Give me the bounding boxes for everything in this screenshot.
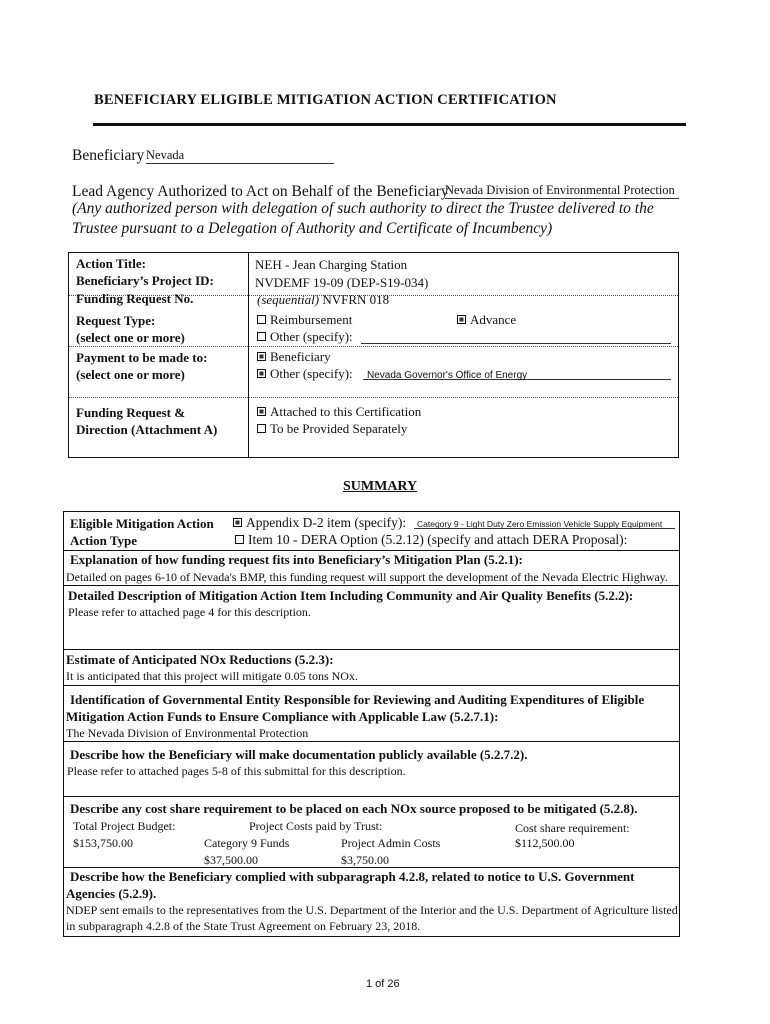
notice-text-2[interactable]: in subparagraph 4.2.8 of the State Trust Agreement on February 23, 2018. [66,919,421,933]
ema-label: Eligible Mitigation Action [70,516,214,531]
appendix-value: Category 9 - Light Duty Zero Emission Vehicle Supply Equipment [417,519,663,529]
nox-heading: Estimate of Anticipated NOx Reductions (5.2.3): [66,652,334,667]
gov-heading-2: Mitigation Action Funds to Ensure Compliance with Applicable Law (5.2.7.1): [66,709,499,724]
reimbursement-label: Reimbursement [270,312,353,327]
gov-text[interactable]: The Nevada Division of Environmental Protection [66,726,309,740]
attached-option[interactable] [257,403,421,420]
summary-heading: SUMMARY [343,479,418,494]
detailed-text[interactable]: Please refer to attached page 4 for this description. [68,605,311,619]
doc-heading: Describe how the Beneficiary will make documentation publicly available (5.2.7.2). [70,747,528,762]
beneficiary-field[interactable] [146,146,334,164]
payment-other-option[interactable] [257,365,353,382]
lead-agency-value: Nevada Division of Environmental Protection [445,183,675,197]
funding-direction-sub: Direction (Attachment A) [76,422,218,437]
funding-no-prefix: (sequential) [257,292,320,307]
doc-text[interactable]: Please refer to attached pages 5-8 of this submittal for this description. [67,764,406,778]
appendix-option[interactable] [233,514,406,531]
project-id-value[interactable]: NVDEMF 19-09 (DEP-S19-034) [255,275,429,290]
request-other-label: Other (specify): [270,329,353,344]
notice-heading-1: Describe how the Beneficiary complied with subparagraph 4.2.8, related to notice to U.S. Government [70,869,635,884]
request-type-sub: (select one or more) [76,330,185,345]
lead-agency-note-2: Trustee pursuant to a Delegation of Authority and Certificate of Incumbency) [72,220,553,237]
notice-text-1[interactable]: NDEP sent emails to the representatives from the U.S. Department of the Interior and the U.S. Department of Agriculture listed [66,903,678,917]
nox-text[interactable]: It is anticipated that this project will mitigate 0.05 tons NOx. [66,669,358,683]
document-title: BENEFICIARY ELIGIBLE MITIGATION ACTION CERTIFICATION [94,92,557,108]
separately-option[interactable] [257,420,407,437]
gov-heading-1: Identification of Governmental Entity Responsible for Reviewing and Auditing Expenditures of Eligible [70,692,645,707]
notice-heading-2: Agencies (5.2.9). [66,886,157,901]
title-rule [93,123,686,126]
payment-label: Payment to be made to: [76,350,208,365]
separately-checkbox[interactable] [257,424,266,433]
reimbursement-option[interactable] [257,311,352,328]
payment-other-value: Nevada Governor's Office of Energy [367,370,528,381]
lead-agency-label: Lead Agency Authorized to Act on Behalf of the Beneficiary [72,183,449,200]
item10-label: Item 10 - DERA Option (5.2.12) (specify and attach DERA Proposal): [248,532,628,547]
item10-option[interactable] [235,531,627,548]
total-budget-value[interactable]: $153,750.00 [73,836,133,850]
beneficiary-label: Beneficiary [72,147,145,164]
request-other-line[interactable] [361,343,671,344]
attached-checkbox[interactable] [257,407,266,416]
admin-costs-label: Project Admin Costs [341,836,441,850]
cat9-label: Category 9 Funds [204,836,290,850]
payment-beneficiary-option[interactable] [257,348,331,365]
action-title-label: Action Title: [76,256,146,271]
cost-heading: Describe any cost share requirement to be placed on each NOx source proposed to be mitigated (5.2.8). [70,801,638,816]
trust-costs-label: Project Costs paid by Trust: [249,819,383,833]
item10-checkbox[interactable] [235,535,244,544]
payment-beneficiary-label: Beneficiary [270,349,331,364]
funding-no-label: Funding Request No. [76,291,194,306]
request-other-checkbox[interactable] [257,332,266,341]
action-title-value[interactable]: NEH - Jean Charging Station [255,257,408,272]
advance-option[interactable] [457,311,516,328]
funding-no-value: NVFRN 018 [322,292,390,307]
appendix-checkbox[interactable] [233,518,242,527]
beneficiary-value: Nevada [146,148,185,162]
admin-costs-value[interactable]: $3,750.00 [341,853,389,867]
cost-share-value[interactable]: $112,500.00 [515,836,575,850]
request-type-label: Request Type: [76,313,156,328]
appendix-label: Appendix D-2 item (specify): [246,515,407,530]
cost-share-label: Cost share requirement: [515,821,630,835]
separately-label: To be Provided Separately [270,421,408,436]
total-budget-label: Total Project Budget: [73,819,176,833]
funding-direction-label: Funding Request & [76,405,186,420]
request-other-option[interactable] [257,328,353,345]
advance-checkbox[interactable] [457,315,466,324]
payment-other-label: Other (specify): [270,366,353,381]
lead-agency-field[interactable] [445,181,679,199]
payment-other-field[interactable] [363,365,671,380]
lead-agency-note-1: (Any authorized person with delegation of such authority to direct the Trustee delivered to the [72,200,654,217]
advance-label: Advance [470,312,517,327]
funding-no-field[interactable] [257,291,389,308]
page-number: 1 of 26 [366,978,400,990]
payment-sub: (select one or more) [76,367,185,382]
reimbursement-checkbox[interactable] [257,315,266,324]
cat9-value[interactable]: $37,500.00 [204,853,258,867]
project-id-label: Beneficiary’s Project ID: [76,273,214,288]
payment-beneficiary-checkbox[interactable] [257,352,266,361]
appendix-field[interactable] [414,514,675,529]
payment-other-checkbox[interactable] [257,369,266,378]
attached-label: Attached to this Certification [270,404,422,419]
explanation-heading: Explanation of how funding request fits into Beneficiary’s Mitigation Plan (5.2.1): [70,552,523,567]
summary-table [63,511,680,937]
action-type-label: Action Type [70,533,138,548]
detailed-heading: Detailed Description of Mitigation Action Item Including Community and Air Quality Benefits (5.2.2): [68,588,634,603]
action-form-table [68,252,679,458]
explanation-text[interactable]: Detailed on pages 6-10 of Nevada's BMP, this funding request will support the development of the Nevada Electric Highway. [66,570,668,584]
